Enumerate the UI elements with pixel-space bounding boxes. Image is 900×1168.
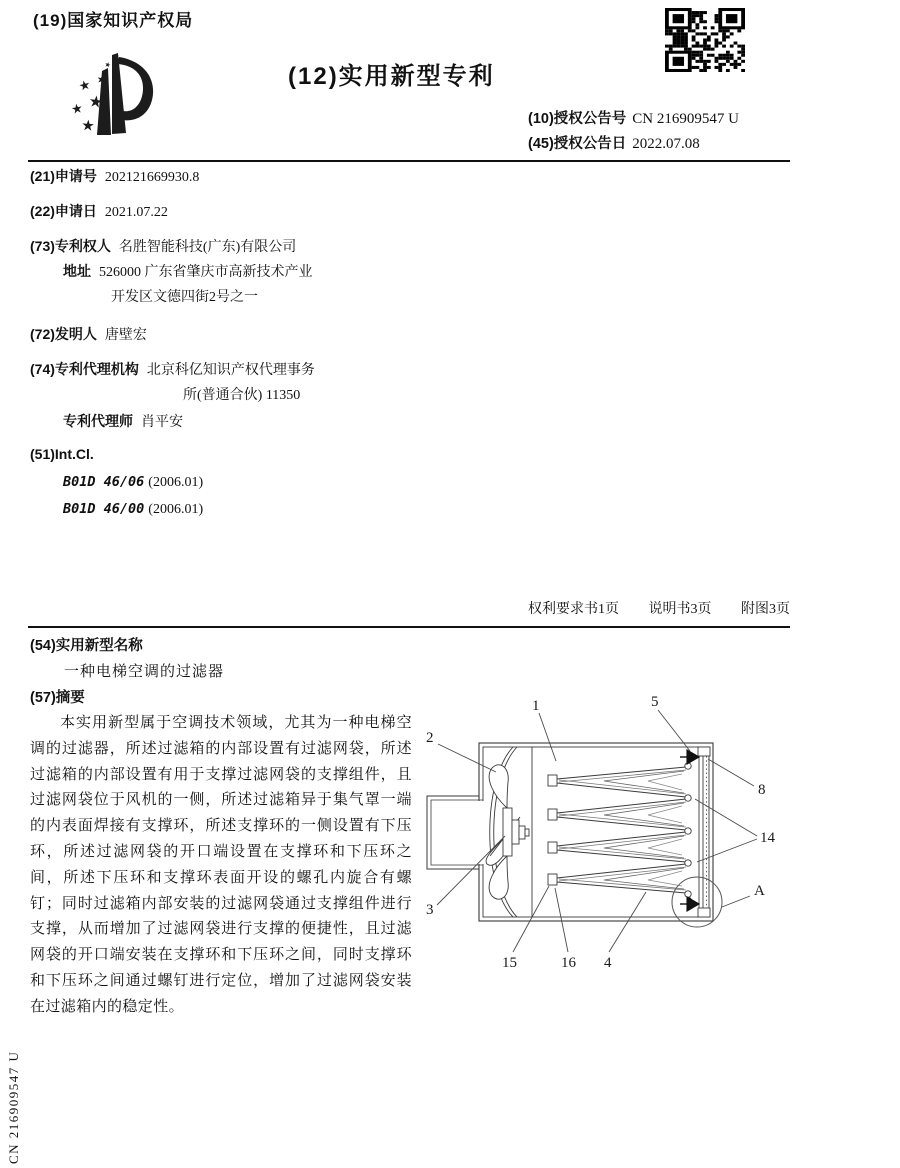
patentee-line xyxy=(30,236,296,258)
figure-ref-label: 16 xyxy=(561,955,576,971)
agency-line-2 xyxy=(175,384,300,406)
address-line-2 xyxy=(103,286,258,308)
svg-text:★: ★ xyxy=(77,76,93,94)
address-line-1 xyxy=(63,261,313,283)
description-pages: 说明书3页 xyxy=(648,602,712,617)
intcl-code: B01D 46/00 xyxy=(63,501,145,517)
cnipa-logo-icon xyxy=(52,44,167,154)
logo-blade-right xyxy=(112,53,126,134)
figure-ref-label: 2 xyxy=(426,730,434,746)
figure-ref-label: A xyxy=(754,883,765,899)
svg-text:★: ★ xyxy=(103,60,112,70)
invention-title: 一种电梯空调的过滤器 xyxy=(64,664,225,680)
bag-tip-loops xyxy=(685,763,691,897)
application-number-label: (21)申请号 xyxy=(30,168,97,184)
agent-line xyxy=(63,411,183,433)
intcl-year: (2006.01) xyxy=(148,475,204,490)
application-number-line xyxy=(30,166,199,188)
publication-number-label: (10)授权公告号 xyxy=(528,111,627,127)
fan-motor-cap xyxy=(519,826,525,839)
fan xyxy=(486,765,529,899)
figures-pages: 附图3页 xyxy=(741,602,790,617)
figure-ref-label: 5 xyxy=(651,694,659,710)
application-number-value: 202121669930.8 xyxy=(104,170,200,185)
intcl-label: (51)Int.Cl. xyxy=(30,446,94,462)
figure-ref-label: 3 xyxy=(426,902,434,918)
header-divider xyxy=(28,160,790,162)
svg-text:★: ★ xyxy=(80,118,96,135)
svg-text:★: ★ xyxy=(95,73,108,87)
patentee-value: 名胜智能科技(广东)有限公司 xyxy=(118,240,297,255)
agency-value-2: 所(普通合伙) 11350 xyxy=(183,388,301,403)
filter-bags xyxy=(557,754,693,906)
inventor-label: (72)发明人 xyxy=(30,326,97,342)
address-value-2: 开发区文德四街2号之一 xyxy=(111,290,258,305)
intcl-code-line xyxy=(63,498,203,520)
agency-label: (74)专利代理机构 xyxy=(30,361,139,377)
bag-support-mounts xyxy=(548,775,557,885)
intcl-line xyxy=(30,444,94,464)
air-duct xyxy=(427,796,483,869)
publication-number-value: CN 216909547 U xyxy=(632,111,739,127)
claims-pages: 权利要求书1页 xyxy=(528,602,619,617)
intcl-code-line xyxy=(63,471,203,493)
document-type-title: (12)实用新型专利 xyxy=(288,63,495,90)
figure-ref-label: 14 xyxy=(760,830,775,846)
publication-number-line xyxy=(528,107,739,128)
svg-text:★: ★ xyxy=(69,100,85,117)
abstract-text: 本实用新型属于空调技术领域，尤其为一种电梯空调的过滤器，所述过滤箱的内部设置有过滤网袋，所述过滤箱的内部设置有用于支撑过滤网袋的支撑组件，且过滤网袋位于风机的一侧，所述过滤箱异于集气罩一端的内表面焊接有支撑环，所述支撑环的一侧设置有下压环，所述过滤网袋的开口端设置在支撑环和下压环之间，所述下压环和支撑环表面开设的螺孔内旋合有螺钉；同时过滤箱内部安装的过滤网袋通过支撑组件进行支撑，从而增加了过滤网袋进行支撑的便捷性，且过滤网袋的开口端安装在支撑环和下压环之间，同时支撑环和下压环之间通过螺钉进行定位，增加了过滤网袋安装在过滤箱内的稳定性。 xyxy=(30,715,412,1015)
section-divider xyxy=(28,626,790,628)
figure-ref-label: 1 xyxy=(532,698,540,714)
figure-ref-label: 8 xyxy=(758,782,766,798)
patentee-label: (73)专利权人 xyxy=(30,238,111,254)
intcl-year: (2006.01) xyxy=(148,502,204,517)
pages-info xyxy=(430,598,790,618)
publication-date-value: 2022.07.08 xyxy=(632,136,700,152)
application-date-value: 2021.07.22 xyxy=(104,205,168,220)
agency-value-1: 北京科亿知识产权代理事务 xyxy=(146,363,315,378)
detail-circle-A xyxy=(672,877,722,927)
agency-line-1 xyxy=(30,359,315,381)
title-section-label: (54)实用新型名称 xyxy=(30,638,143,654)
fan-motor xyxy=(512,820,519,844)
address-value-1: 526000 广东省肇庆市高新技术产业 xyxy=(99,265,313,280)
application-date-label: (22)申请日 xyxy=(30,203,97,219)
figure-ref-label: 15 xyxy=(502,955,517,971)
fan-shaft xyxy=(525,829,529,836)
fan-hub xyxy=(503,808,512,856)
qr-code xyxy=(665,8,745,72)
sidebar-document-number: CN 216909547 U xyxy=(6,1050,21,1164)
figure-ref-label: 4 xyxy=(604,955,612,971)
inventor-value: 唐壁宏 xyxy=(104,328,147,343)
agent-label: 专利代理师 xyxy=(63,413,133,429)
support-ring-frame xyxy=(698,747,710,917)
duct-opening xyxy=(478,801,485,864)
screw-top xyxy=(687,750,699,764)
inventor-line xyxy=(30,324,147,346)
agent-value: 肖平安 xyxy=(141,415,183,430)
intcl-code: B01D 46/06 xyxy=(63,474,145,490)
screw-bottom xyxy=(687,897,699,911)
address-label: 地址 xyxy=(63,263,91,279)
svg-text:★: ★ xyxy=(87,93,105,112)
abstract-section-label: (57)摘要 xyxy=(30,690,85,706)
publication-date-label: (45)授权公告日 xyxy=(528,136,627,152)
publication-date-line xyxy=(528,132,700,153)
patent-figure xyxy=(420,680,890,980)
application-date-line xyxy=(30,201,168,223)
patent-office-name: (19)国家知识产权局 xyxy=(33,11,194,30)
